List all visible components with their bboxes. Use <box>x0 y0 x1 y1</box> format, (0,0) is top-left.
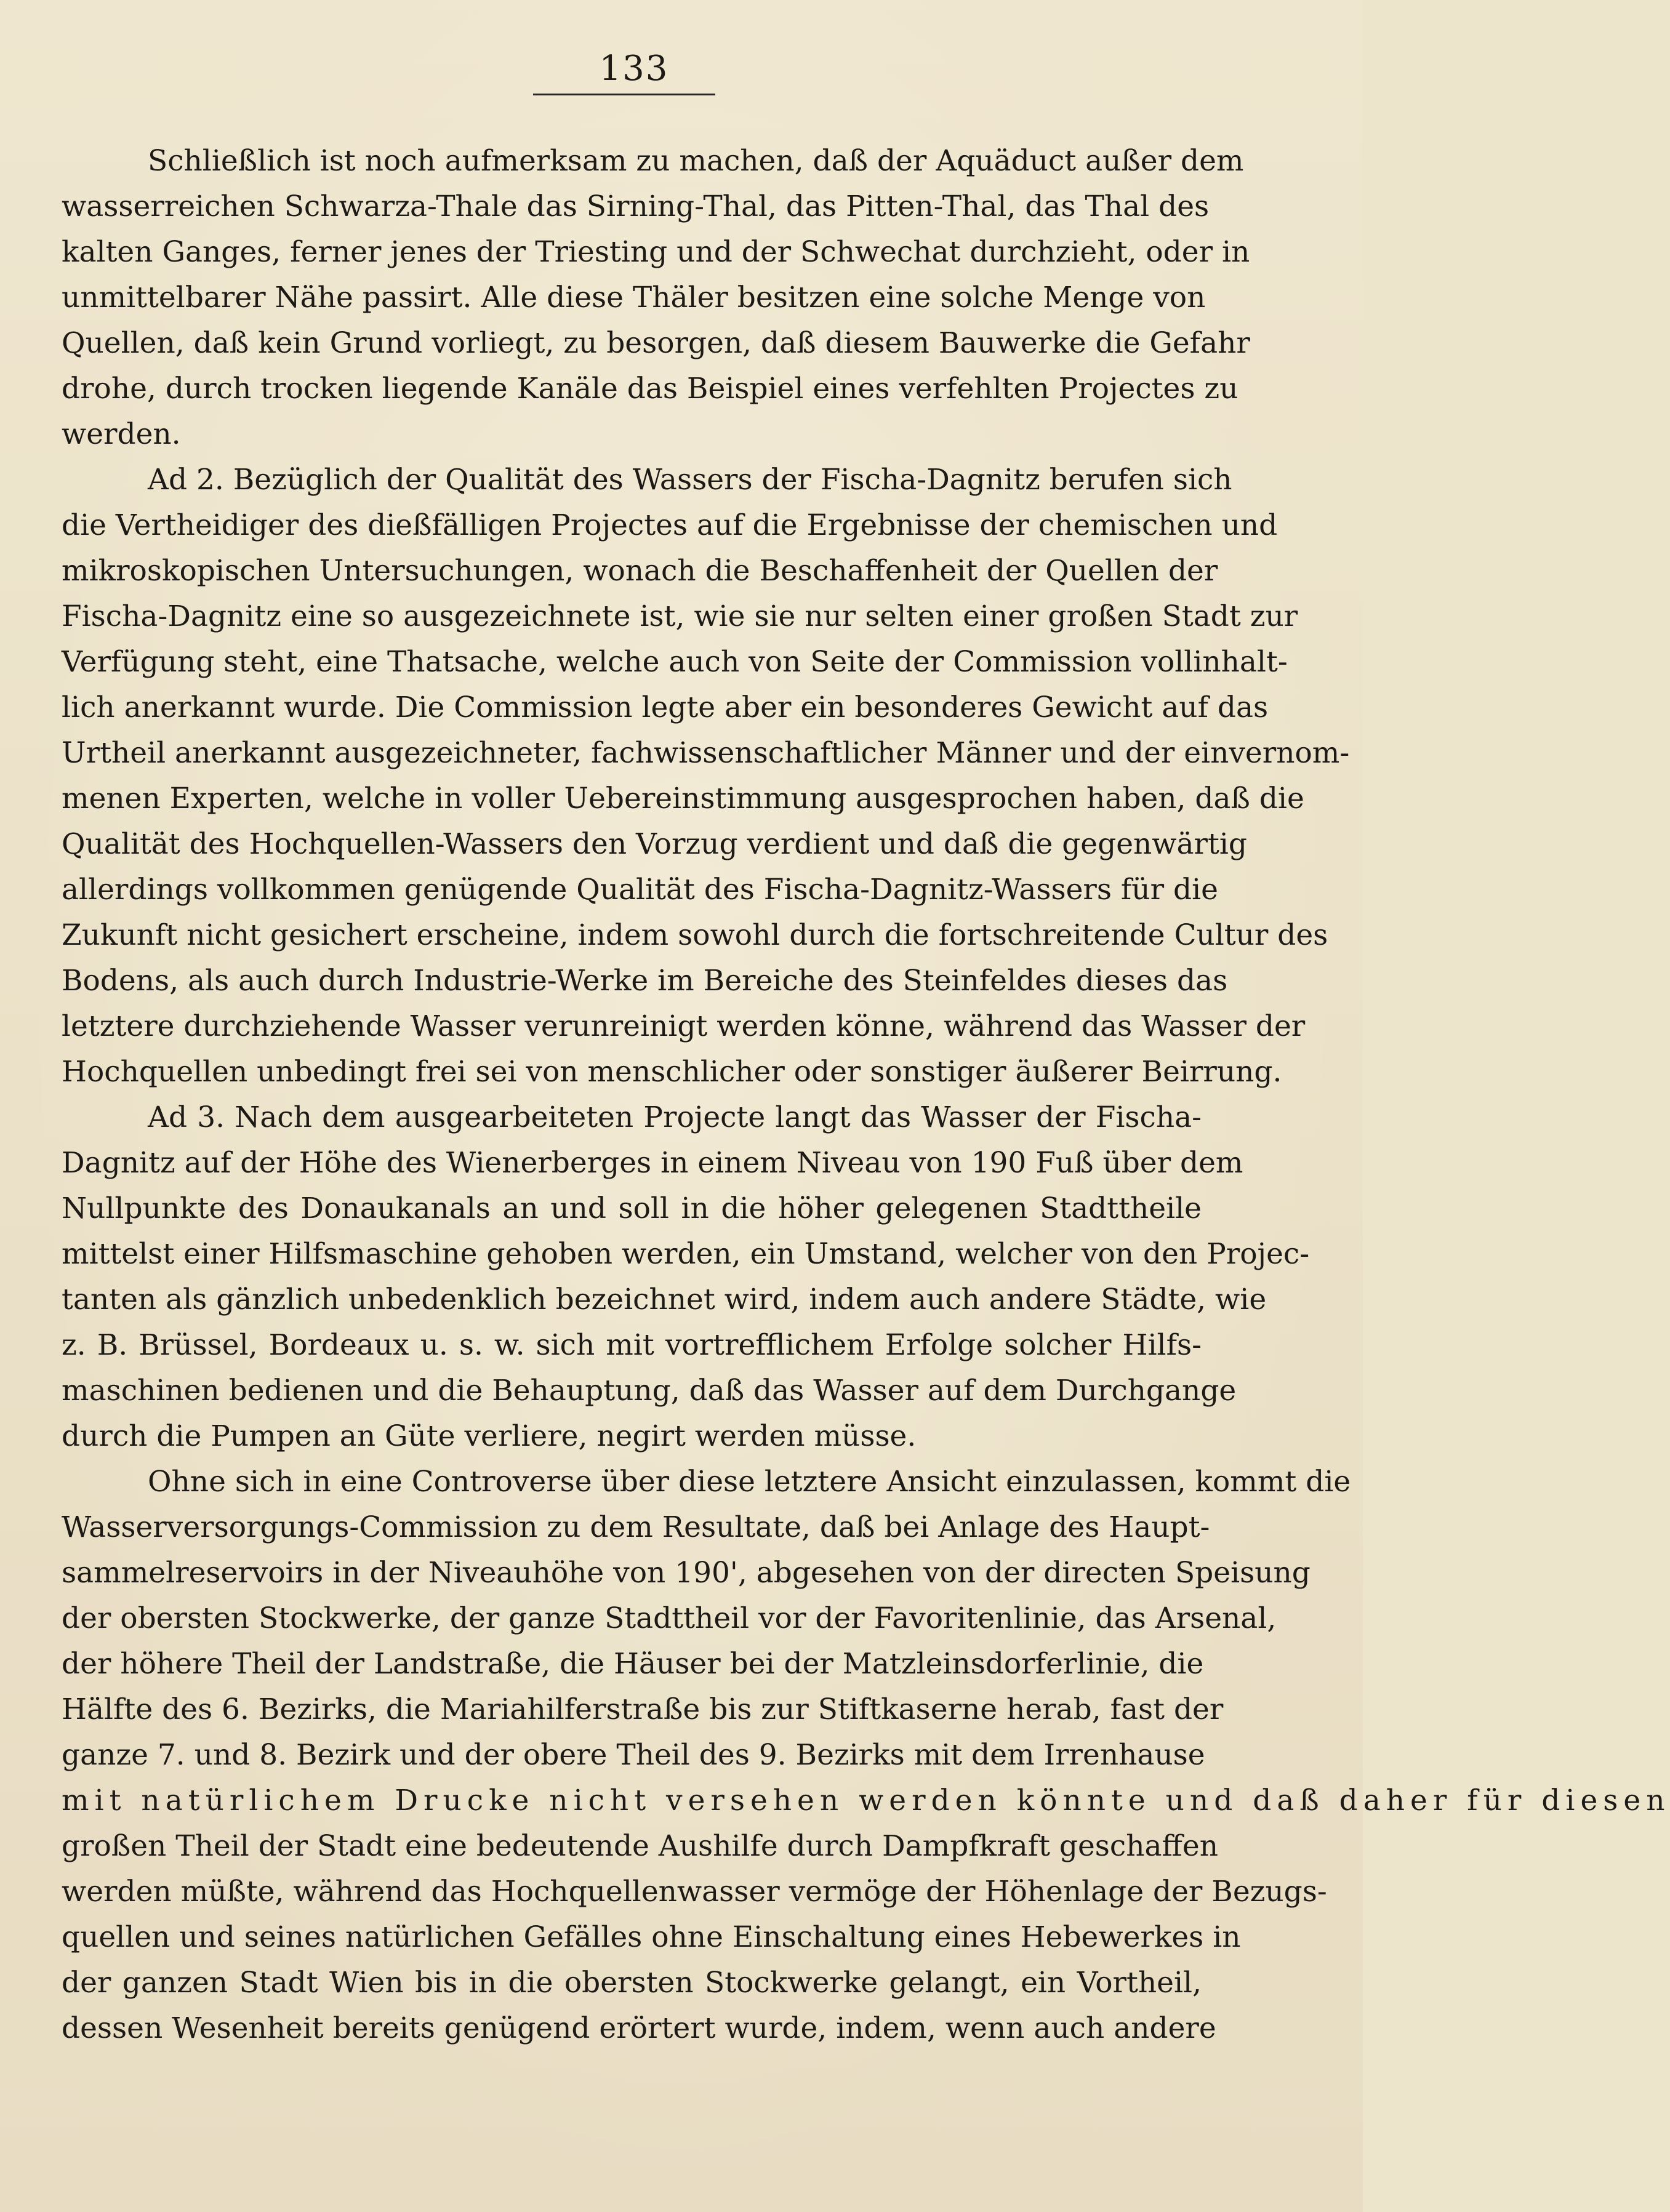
text-line: ganze 7. und 8. Bezirk und der obere Theil des 9. Bezirks mit dem Irrenhause <box>62 1738 1205 1772</box>
text-line: mikroskopischen Untersuchungen, wonach die Beschaffenheit der Quellen der <box>62 554 1218 588</box>
text-line: menen Experten, welche in voller Uebereinstimmung ausgesprochen haben, daß die <box>62 782 1304 815</box>
text-line: mit natürlichem Drucke nicht versehen werden könnte und daß daher für diesen <box>62 1784 1670 1817</box>
text-line: werden. <box>62 417 181 451</box>
text-line: sammelreservoirs in der Niveauhöhe von 190', abgesehen von der directen Speisung <box>62 1556 1311 1590</box>
text-line: Zukunft nicht gesichert erscheine, indem sowohl durch die fortschreitende Cultur des <box>62 918 1328 952</box>
text-line: lich anerkannt wurde. Die Commission legte aber ein besonderes Gewicht auf das <box>62 691 1269 724</box>
text-line: allerdings vollkommen genügende Qualität des Fischa-Dagnitz-Wassers für die <box>62 873 1218 907</box>
text-line: der höhere Theil der Landstraße, die Häuser bei der Matzleinsdorferlinie, die <box>62 1647 1204 1681</box>
text-line: Ad 2. Bezüglich der Qualität des Wassers der Fischa-Dagnitz berufen sich <box>148 463 1232 497</box>
page-number: 133 <box>599 49 669 89</box>
text-line: die Vertheidiger des dießfälligen Projectes auf die Ergebnisse der chemischen und <box>62 508 1278 542</box>
text-line: Bodens, als auch durch Industrie-Werke im Bereiche des Steinfeldes dieses das <box>62 964 1228 998</box>
text-line: kalten Ganges, ferner jenes der Triesting und der Schwechat durchzieht, oder in <box>62 235 1250 269</box>
text-line: quellen und seines natürlichen Gefälles ohne Einschaltung eines Hebewerkes in <box>62 1920 1241 1954</box>
header-rule <box>533 94 715 95</box>
text-line: großen Theil der Stadt eine bedeutende Aushilfe durch Dampfkraft geschaffen <box>62 1829 1219 1863</box>
text-line: Quellen, daß kein Grund vorliegt, zu besorgen, daß diesem Bauwerke die Gefahr <box>62 326 1250 360</box>
text-line: Nullpunkte des Donaukanals an und soll in die höher gelegenen Stadttheile <box>62 1192 1202 1225</box>
text-line: Fischa-Dagnitz eine so ausgezeichnete ist, wie sie nur selten einer großen Stadt zur <box>62 599 1298 633</box>
text-line: Ohne sich in eine Controverse über diese letztere Ansicht einzulassen, kommt die <box>148 1465 1351 1499</box>
text-line: Qualität des Hochquellen-Wassers den Vorzug verdient und daß die gegenwärtig <box>62 827 1248 861</box>
text-line: Hochquellen unbedingt frei sei von menschlicher oder sonstiger äußerer Beirrung. <box>62 1055 1282 1089</box>
text-line: Urtheil anerkannt ausgezeichneter, fachwissenschaftlicher Männer und der einvernom- <box>62 736 1350 770</box>
text-line: Ad 3. Nach dem ausgearbeiteten Projecte langt das Wasser der Fischa- <box>148 1100 1202 1134</box>
text-line: der ganzen Stadt Wien bis in die obersten Stockwerke gelangt, ein Vortheil, <box>62 1966 1202 2000</box>
text-line: Hälfte des 6. Bezirks, die Mariahilferstraße bis zur Stiftkaserne herab, fast der <box>62 1693 1224 1726</box>
text-line: mittelst einer Hilfsmaschine gehoben werden, ein Umstand, welcher von den Projec- <box>62 1237 1310 1271</box>
text-line: Schließlich ist noch aufmerksam zu machen, daß der Aquäduct außer dem <box>148 144 1244 178</box>
text-line: wasserreichen Schwarza-Thale das Sirning-Thal, das Pitten-Thal, das Thal des <box>62 190 1210 223</box>
text-line: Dagnitz auf der Höhe des Wienerberges in einem Niveau von 190 Fuß über dem <box>62 1146 1243 1180</box>
text-line: Wasserversorgungs-Commission zu dem Resultate, daß bei Anlage des Haupt- <box>62 1510 1210 1544</box>
text-line: drohe, durch trocken liegende Kanäle das Beispiel eines verfehlten Projectes zu <box>62 372 1238 406</box>
text-line: tanten als gänzlich unbedenklich bezeichnet wird, indem auch andere Städte, wie <box>62 1283 1267 1316</box>
text-line: werden müßte, während das Hochquellenwasser vermöge der Höhenlage der Bezugs- <box>62 1875 1327 1909</box>
text-line: z. B. Brüssel, Bordeaux u. s. w. sich mit vortrefflichem Erfolge solcher Hilfs- <box>62 1328 1202 1362</box>
text-line: maschinen bedienen und die Behauptung, daß das Wasser auf dem Durchgange <box>62 1374 1237 1408</box>
text-line: unmittelbarer Nähe passirt. Alle diese Thäler besitzen eine solche Menge von <box>62 281 1206 315</box>
text-line: dessen Wesenheit bereits genügend erörtert wurde, indem, wenn auch andere <box>62 2011 1216 2045</box>
body-text <box>62 138 1670 2051</box>
text-line: letztere durchziehende Wasser verunreinigt werden könne, während das Wasser der <box>62 1009 1306 1043</box>
text-line: der obersten Stockwerke, der ganze Stadttheil vor der Favoritenlinie, das Arsenal, <box>62 1601 1277 1635</box>
text-line: Verfügung steht, eine Thatsache, welche auch von Seite der Commission vollinhalt- <box>62 645 1288 679</box>
text-line: durch die Pumpen an Güte verliere, negirt werden müsse. <box>62 1419 917 1453</box>
